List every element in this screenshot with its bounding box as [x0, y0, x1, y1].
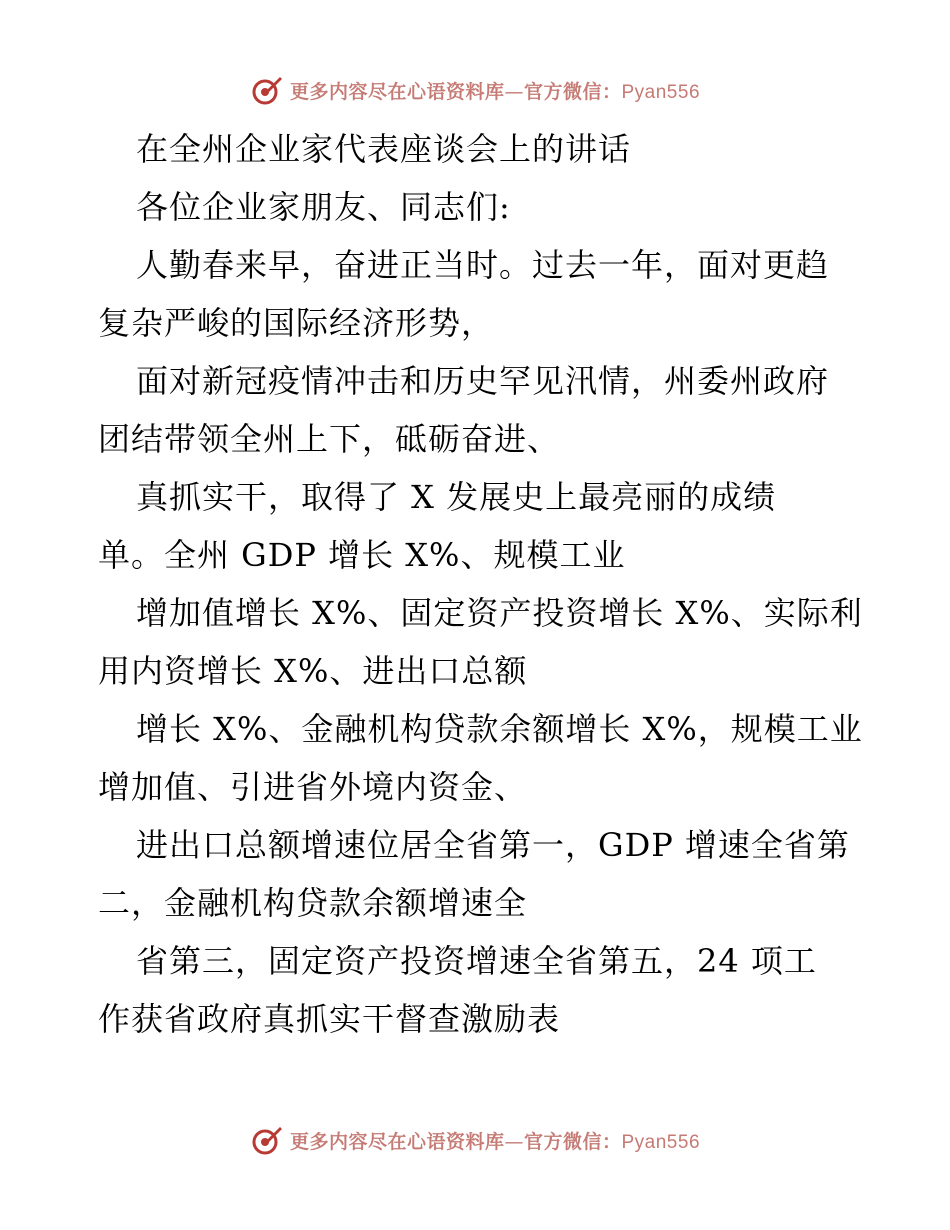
- paragraph-line: 增长 X%、金融机构贷款余额增长 X%，规模工业: [136, 710, 863, 748]
- paragraph-line: 用内资增长 X%、进出口总额: [98, 652, 528, 690]
- watermark-label: 官方微信：: [523, 80, 622, 103]
- watermark-account: Pyan556: [621, 1131, 701, 1153]
- salutation-line: 各位企业家朋友、同志们:: [136, 188, 511, 226]
- paragraph-line: 团结带领全州上下，砥砺奋进、: [98, 420, 561, 458]
- paragraph-line: 真抓实干，取得了 X 发展史上最亮丽的成绩: [136, 478, 777, 516]
- quill-logo-icon: [250, 1123, 284, 1157]
- paragraph-line: 增加值增长 X%、固定资产投资增长 X%、实际利: [136, 594, 863, 632]
- watermark-separator: —: [504, 80, 524, 103]
- watermark-label: 官方微信：: [523, 1130, 622, 1153]
- paragraph-line: 作获省政府真抓实干督查激励表: [98, 1000, 561, 1038]
- quill-logo-icon: [250, 73, 284, 107]
- paragraph-line: 二，金融机构贷款余额增速全: [98, 884, 528, 922]
- paragraph-line: 人勤春来早，奋进正当时。过去一年，面对更趋: [136, 246, 830, 284]
- watermark-separator: —: [504, 1130, 524, 1153]
- document-title: 在全州企业家代表座谈会上的讲话: [136, 130, 632, 168]
- paragraph-line: 省第三，固定资产投资增速全省第五，24 项工: [136, 942, 817, 980]
- paragraph-line: 进出口总额增速位居全省第一，GDP 增速全省第: [136, 826, 850, 864]
- paragraph-line: 单。全州 GDP 增长 X%、规模工业: [98, 536, 626, 574]
- paragraph-line: 复杂严峻的国际经济形势，: [98, 304, 495, 342]
- document-body: [98, 120, 863, 1050]
- paragraph-line: 面对新冠疫情冲击和历史罕见汛情，州委州政府: [136, 362, 830, 400]
- watermark-account: Pyan556: [621, 81, 701, 103]
- watermark-text: 更多内容尽在心语资料库: [289, 1130, 505, 1153]
- paragraph-line: 增加值、引进省外境内资金、: [98, 768, 528, 806]
- watermark-text: 更多内容尽在心语资料库: [289, 80, 505, 103]
- watermark-banner-bottom: [0, 1120, 950, 1160]
- watermark-banner-top: [0, 70, 950, 110]
